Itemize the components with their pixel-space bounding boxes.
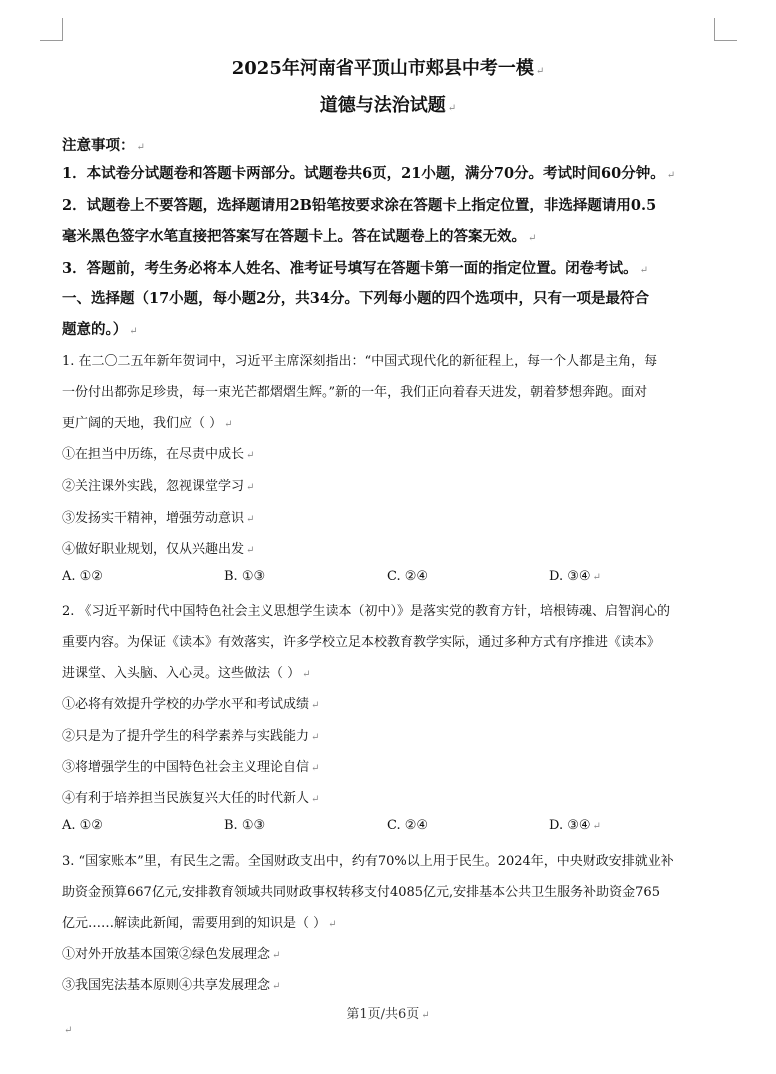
question-3-stem: 3. “国家账本”里，有民生之需。全国财政支出中，约有70%以上用于民生。2024年，中央财政安排就业补 xyxy=(62,854,674,869)
option-a: A. ①② xyxy=(62,569,103,584)
question-2-stem: 重要内容。为保证《读本》有效落实，许多学校立足本校教育教学实际，通过多种方式有序推进《读本》 xyxy=(62,635,661,650)
question-3-stem: 亿元……解读此新闻，需要用到的知识是（ ） ↵ xyxy=(62,916,337,931)
question-2-statement: ②只是为了提升学生的科学素养与实践能力 ↵ xyxy=(62,729,320,744)
section-heading: 一、选择题（17小题，每小题2分，共34分。下列每小题的四个选项中，只有一项是最符合 xyxy=(62,290,649,307)
question-1-statement: ③发扬实干精神，增强劳动意识 ↵ xyxy=(62,511,255,526)
question-2-statement: ④有利于培养担当民族复兴大任的时代新人 ↵ xyxy=(62,791,320,806)
paragraph-mark: ↵ xyxy=(64,1025,73,1036)
crop-mark-top-right xyxy=(714,40,737,41)
question-1-statement: ②关注课外实践，忽视课堂学习 ↵ xyxy=(62,479,255,494)
crop-mark-top-left xyxy=(40,40,63,41)
question-1-stem: 一份付出都弥足珍贵，每一束光芒都熠熠生辉。”新的一年，我们正向着春天进发，朝着梦想奔跑。面对 xyxy=(62,385,648,400)
option-d: D. ③④ ↵ xyxy=(549,569,601,584)
question-1-options xyxy=(62,569,712,587)
question-3-statement: ③我国宪法基本原则④共享发展理念 ↵ xyxy=(62,978,281,993)
question-1-stem: 1. 在二〇二五年新年贺词中，习近平主席深刻指出：“中国式现代化的新征程上，每一个人都是主角，每 xyxy=(62,354,658,369)
crop-mark-top-right xyxy=(714,18,715,40)
option-c: C. ②④ xyxy=(387,569,429,584)
question-2-statement: ③将增强学生的中国特色社会主义理论自信 ↵ xyxy=(62,760,320,775)
question-3-statement: ①对外开放基本国策②绿色发展理念 ↵ xyxy=(62,947,281,962)
page-subtitle: 道德与法治试题 ↵ xyxy=(319,95,457,116)
notice-item: 毫米黑色签字水笔直接把答案写在答题卡上。答在试题卷上的答案无效。 ↵ xyxy=(62,228,537,245)
question-1-statement: ④做好职业规划，仅从兴趣出发 ↵ xyxy=(62,542,255,557)
section-heading: 题意的。） ↵ xyxy=(62,321,138,338)
option-a: A. ①② xyxy=(62,818,103,833)
notice-heading: 注意事项： ↵ xyxy=(62,137,145,154)
question-3-stem: 助资金预算667亿元,安排教育领域共同财政事权转移支付4085亿元,安排基本公共卫生服务补助资金765 xyxy=(62,885,660,900)
option-c: C. ②④ xyxy=(387,818,429,833)
question-2-stem: 进课堂、入头脑、入心灵。这些做法（ ） ↵ xyxy=(62,666,311,681)
question-1-stem: 更广阔的天地，我们应（ ） ↵ xyxy=(62,416,233,431)
option-b: B. ①③ xyxy=(224,569,266,584)
question-1-statement: ①在担当中历练，在尽责中成长 ↵ xyxy=(62,447,255,462)
question-2-stem: 2. 《习近平新时代中国特色社会主义思想学生读本（初中）》是落实党的教育方针，培根铸魂、启智润心的 xyxy=(62,604,671,619)
notice-item: 1．本试卷分试题卷和答题卡两部分。试题卷共6页，21小题，满分70分。考试时间60分钟。 ↵ xyxy=(62,165,676,182)
notice-item: 3．答题前，考生务必将本人姓名、准考证号填写在答题卡第一面的指定位置。闭卷考试。 ↵ xyxy=(62,260,648,277)
notice-item: 2．试题卷上不要答题，选择题请用2B铅笔按要求涂在答题卡上指定位置，非选择题请用0.5 xyxy=(62,197,657,214)
page-title: 2025年河南省平顶山市郏县中考一模 ↵ xyxy=(231,58,545,79)
option-b: B. ①③ xyxy=(224,818,266,833)
option-d: D. ③④ ↵ xyxy=(549,818,601,833)
crop-mark-top-left xyxy=(62,18,63,40)
page-footer: 第1页/共6页 ↵ xyxy=(346,1007,430,1022)
question-2-options xyxy=(62,818,712,836)
question-2-statement: ①必将有效提升学校的办学水平和考试成绩 ↵ xyxy=(62,697,320,712)
